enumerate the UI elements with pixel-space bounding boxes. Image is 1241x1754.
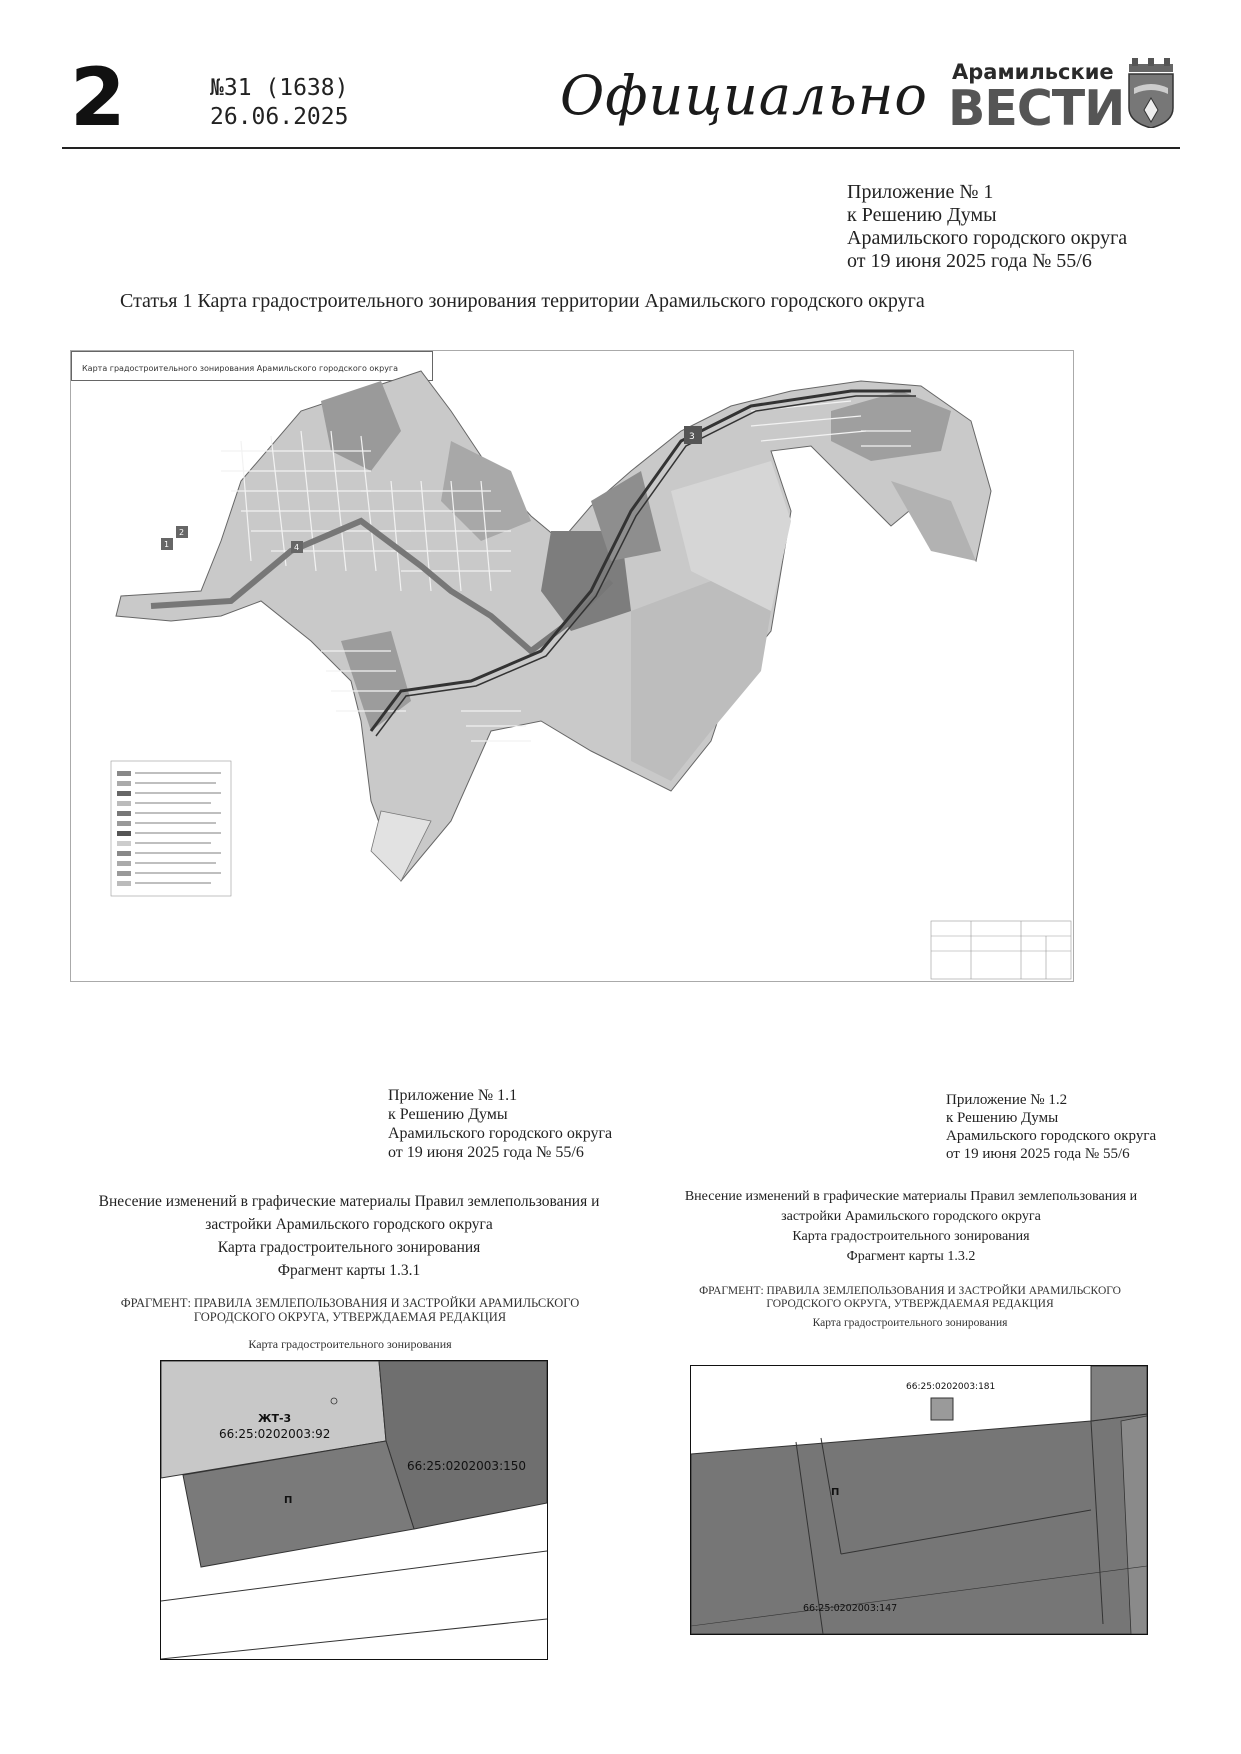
parcel-label-92: 66:25:0202003:92 xyxy=(219,1427,331,1441)
zone-label-p: П xyxy=(284,1495,293,1506)
fragment-1-caption xyxy=(64,1190,634,1282)
appendix-line: Приложение № 1.1 xyxy=(388,1087,518,1104)
map-title: Карта градостроительного зонирования Арамильского городского округа xyxy=(71,351,433,381)
caption-line: Карта градостроительного зонирования xyxy=(217,1239,481,1256)
map-stamp xyxy=(931,921,1071,979)
fragment-header-line: ФРАГМЕНТ: ПРАВИЛА ЗЕМЛЕПОЛЬЗОВАНИЯ И ЗАСТРОЙКИ АРАМИЛЬСКОГО xyxy=(120,1296,580,1310)
caption-line: Фрагмент карты 1.3.1 xyxy=(277,1262,421,1279)
map-legend xyxy=(111,761,231,896)
logo-title: ВЕСТИ xyxy=(948,80,1125,137)
section-title: Официально xyxy=(560,64,928,127)
fragment-2-subtitle: Карта градостроительного зонирования xyxy=(812,1317,1008,1329)
caption-line: застройки Арамильского городского округа xyxy=(781,1209,1041,1224)
fragment-1-header xyxy=(80,1296,620,1324)
appendix-line: Арамильского городского округа xyxy=(946,1128,1157,1144)
appendix-line: от 19 июня 2025 года № 55/6 xyxy=(388,1144,584,1161)
fragment-header-line: ФРАГМЕНТ: ПРАВИЛА ЗЕМЛЕПОЛЬЗОВАНИЯ И ЗАСТРОЙКИ АРАМИЛЬСКОГО xyxy=(699,1285,1121,1297)
appendix-line: Арамильского городского округа xyxy=(388,1125,613,1142)
appendix-line: к Решению Думы xyxy=(946,1110,1059,1126)
appendix-1-1-block xyxy=(388,1086,612,1162)
caption-line: Внесение изменений в графические материалы Правил землепользования и xyxy=(684,1189,1138,1204)
fragment-2-caption xyxy=(652,1187,1170,1267)
fragment-2-map xyxy=(690,1365,1148,1635)
fragment-header-line: ГОРОДСКОГО ОКРУГА, УТВЕРЖДАЕМАЯ РЕДАКЦИЯ xyxy=(766,1298,1054,1310)
coat-of-arms-icon xyxy=(1126,58,1176,128)
issue-info xyxy=(210,74,348,132)
zone-label-p: П xyxy=(831,1487,840,1498)
header-rule xyxy=(62,147,1180,149)
appendix-line: Приложение № 1 xyxy=(847,181,994,203)
fragment-2-header xyxy=(670,1285,1150,1311)
parcel-label-150: 66:25:0202003:150 xyxy=(407,1459,527,1473)
appendix-line: от 19 июня 2025 года № 55/6 xyxy=(847,250,1092,272)
appendix-line: к Решению Думы xyxy=(388,1106,508,1123)
fragment-1-subtitle: Карта градостроительного зонирования xyxy=(248,1337,452,1351)
appendix-line: от 19 июня 2025 года № 55/6 xyxy=(946,1146,1130,1162)
parcel-label-181: 66:25:0202003:181 xyxy=(906,1382,996,1392)
zone-marker-3: 3 xyxy=(689,432,695,442)
map-drawing xyxy=(71,351,1073,981)
parcel-label-147: 66:25:0202003:147 xyxy=(803,1603,898,1614)
page-number: 2 xyxy=(70,51,126,144)
article-title: Статья 1 Карта градостроительного зонирования территории Арамильского городского округа xyxy=(120,290,925,312)
appendix-1-2-block xyxy=(946,1091,1168,1163)
appendix-line: Приложение № 1.2 xyxy=(946,1092,1068,1108)
zone-label-zht3: ЖТ-3 xyxy=(258,1412,292,1425)
zone-marker-4: 4 xyxy=(294,543,300,552)
caption-line: Фрагмент карты 1.3.2 xyxy=(846,1249,976,1264)
fragment-1-map xyxy=(160,1360,548,1660)
zone-marker-1: 1 xyxy=(164,540,170,549)
appendix-1-block xyxy=(847,181,1127,273)
appendix-line: Арамильского городского округа xyxy=(847,227,1128,249)
issue-number: №31 (1638) xyxy=(210,75,349,101)
appendix-line: к Решению Думы xyxy=(847,204,997,226)
caption-line: застройки Арамильского городского округа xyxy=(205,1216,493,1233)
fragment-header-line: ГОРОДСКОГО ОКРУГА, УТВЕРЖДАЕМАЯ РЕДАКЦИЯ xyxy=(193,1310,507,1324)
caption-line: Внесение изменений в графические материалы Правил землепользования и xyxy=(98,1193,600,1210)
zoning-map xyxy=(70,350,1074,982)
zone-marker-2: 2 xyxy=(179,528,185,537)
issue-date: 26.06.2025 xyxy=(210,104,349,130)
caption-line: Карта градостроительного зонирования xyxy=(792,1229,1030,1244)
logo-subtitle: Арамильские xyxy=(952,60,1114,84)
